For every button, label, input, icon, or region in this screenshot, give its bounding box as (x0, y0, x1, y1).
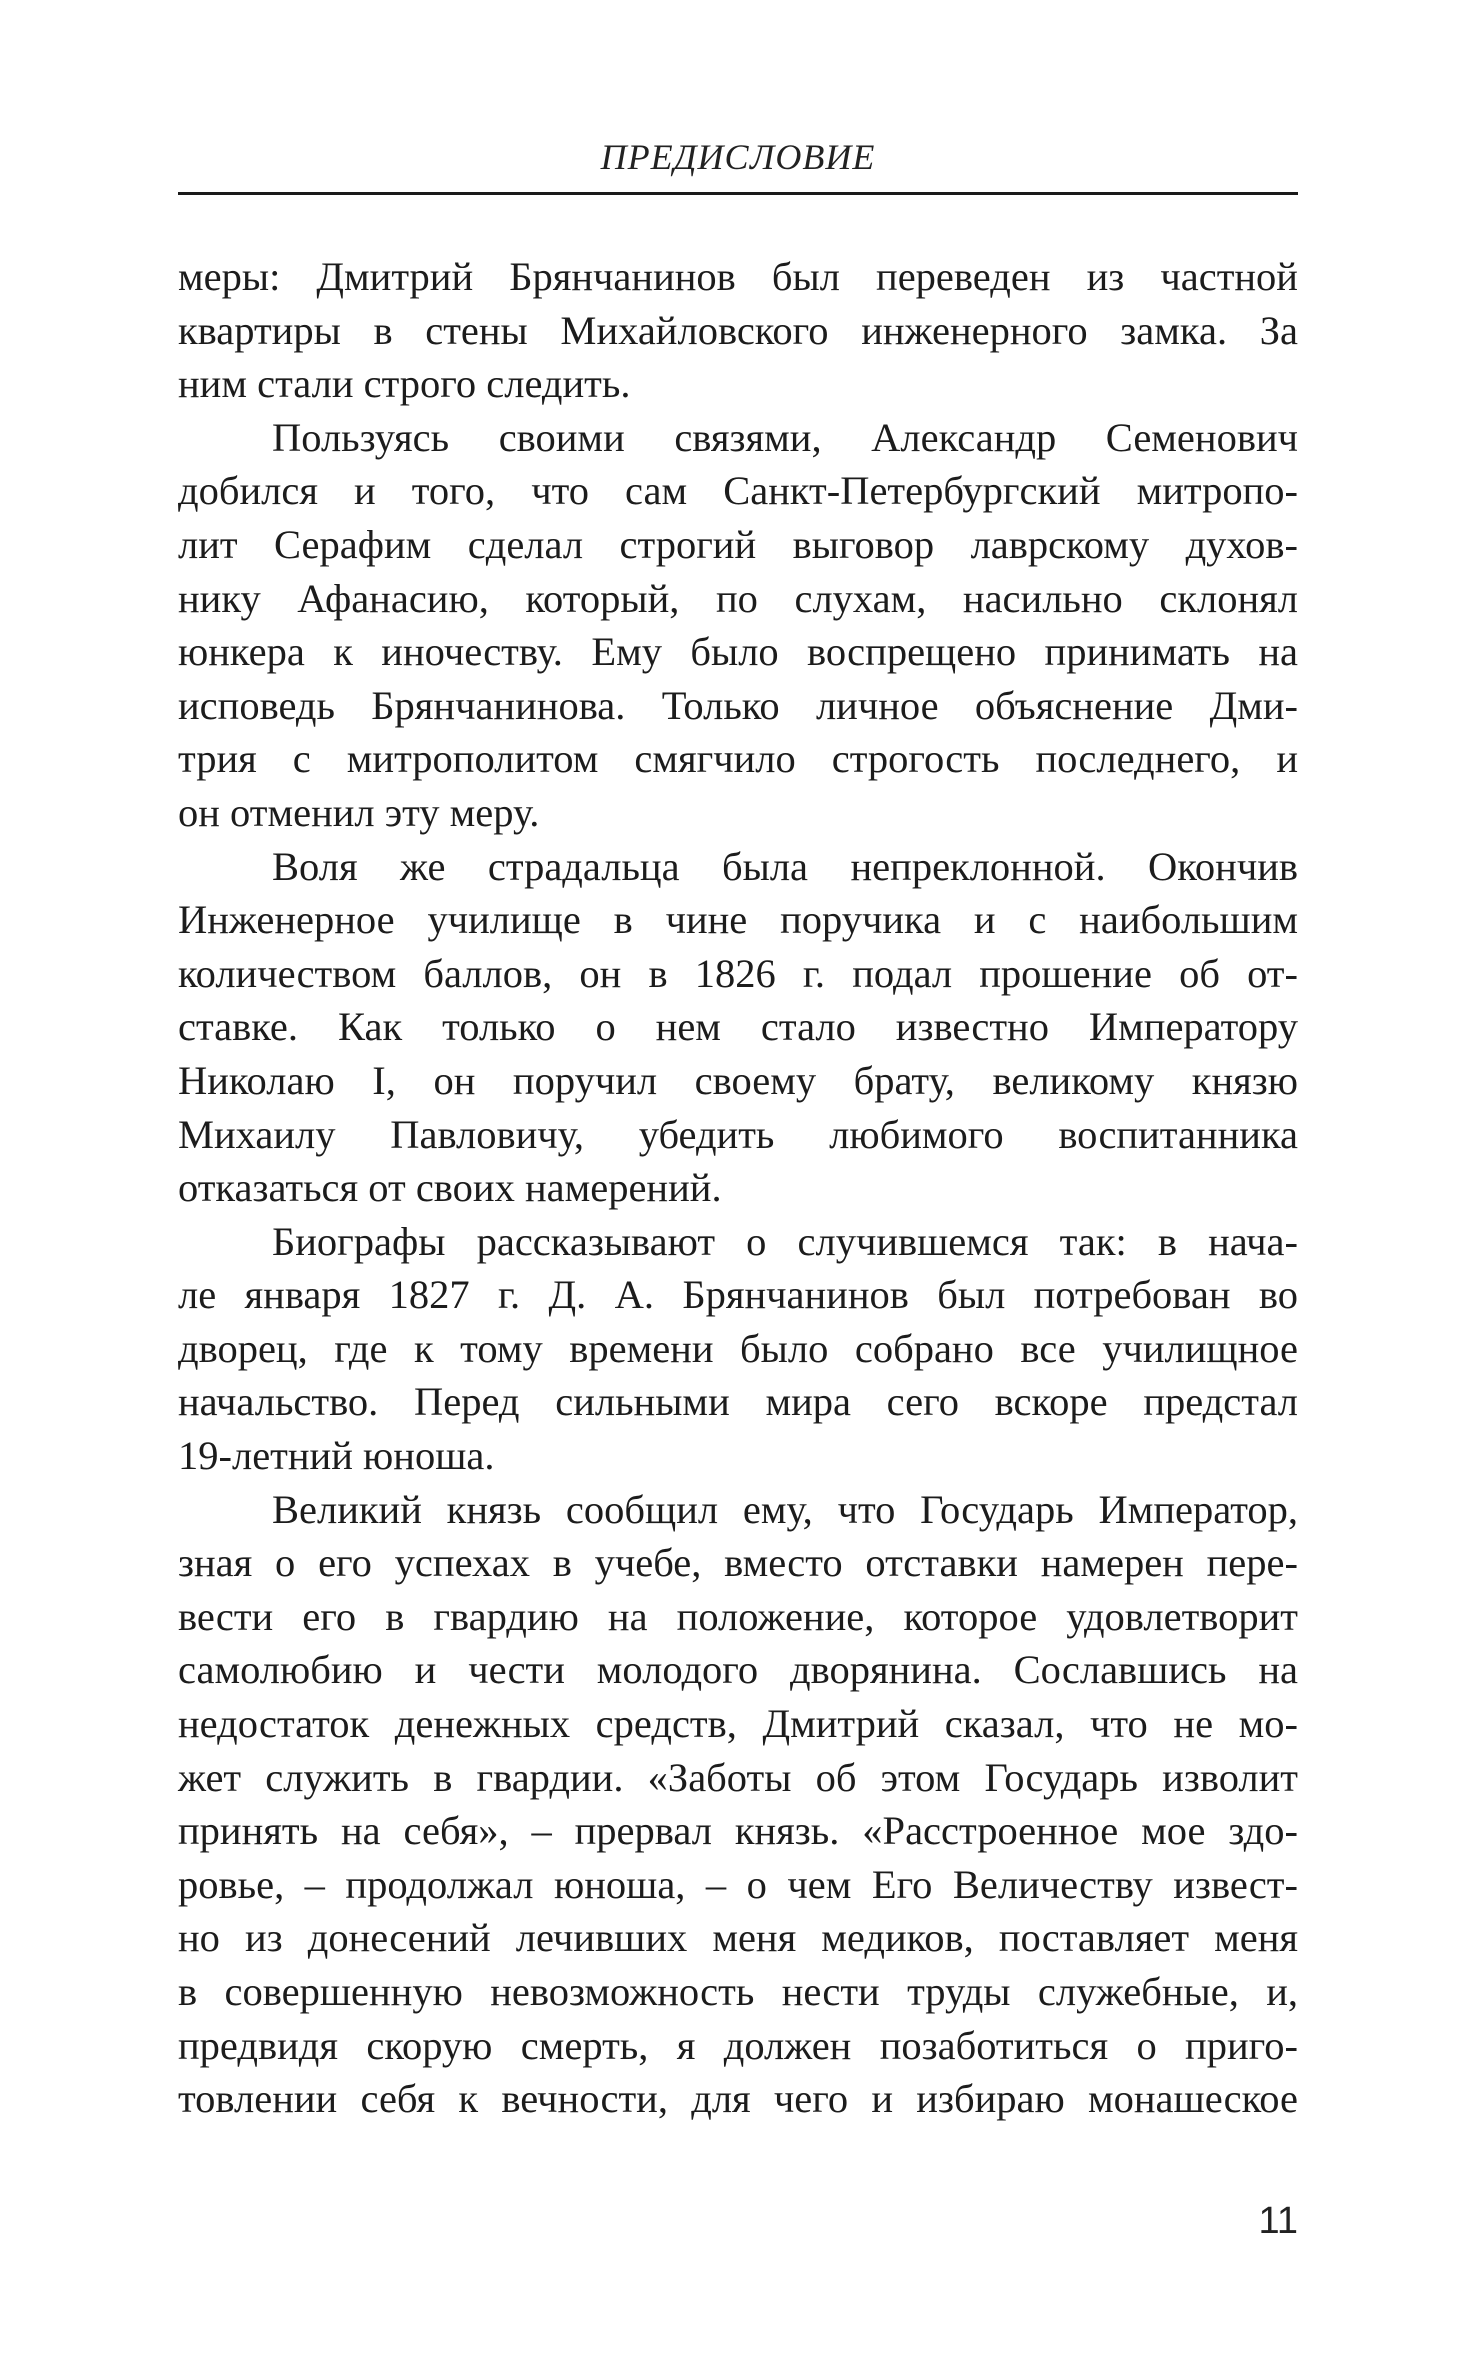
text-line: недостаток денежных средств, Дмитрий сказал, что не мо- (178, 1701, 1298, 1747)
text-line: добился и того, что сам Санкт-Петербургский митропо- (178, 468, 1298, 514)
text-line: но из донесений лечивших меня медиков, поставляет меня (178, 1915, 1298, 1961)
running-head: ПРЕДИСЛОВИЕ (600, 137, 876, 177)
text-line: отказаться от своих намерений. (178, 1165, 722, 1211)
text-line: ровье, – продолжал юноша, – о чем Его Величеству извест- (178, 1861, 1298, 1907)
text-line: предвидя скорую смерть, я должен позаботиться о приго- (178, 2022, 1298, 2068)
text-line: ним стали строго следить. (178, 361, 631, 407)
text-line: ставке. Как только о нем стало известно Императору (178, 1004, 1298, 1050)
text-line: Михаилу Павловичу, убедить любимого воспитанника (178, 1111, 1298, 1157)
text-line: дворец, где к тому времени было собрано все училищное (178, 1325, 1298, 1371)
text-line: трия с митрополитом смягчило строгость последнего, и (178, 736, 1298, 782)
text-line: Биографы рассказывают о случившемся так: в нача- (272, 1218, 1298, 1264)
text-line: количеством баллов, он в 1826 г. подал прошение об от- (178, 950, 1298, 996)
body-text (178, 250, 1298, 2126)
text-line: товлении себя к вечности, для чего и избираю монашеское (178, 2076, 1298, 2122)
text-line: нику Афанасию, который, по слухам, насильно склонял (178, 575, 1298, 621)
text-line: квартиры в стены Михайловского инженерного замка. За (178, 307, 1298, 353)
text-line: жет служить в гвардии. «Заботы об этом Государь изволит (178, 1754, 1298, 1800)
text-line: Воля же страдальца была непреклонной. Окончив (272, 843, 1298, 889)
text-line: ле января 1827 г. Д. А. Брянчанинов был потребован во (178, 1272, 1298, 1318)
text-line: он отменил эту меру. (178, 789, 540, 835)
text-line: Великий князь сообщил ему, что Государь Император, (272, 1486, 1298, 1532)
text-line: самолюбию и чести молодого дворянина. Сославшись на (178, 1647, 1298, 1693)
text-line: Инженерное училище в чине поручика и с наибольшим (178, 897, 1298, 943)
text-line: лит Серафим сделал строгий выговор лаврскому духов- (178, 521, 1298, 567)
text-line: исповедь Брянчанинова. Только личное объяснение Дми- (178, 682, 1298, 728)
text-line: в совершенную невозможность нести труды служебные, и, (178, 1969, 1298, 2014)
text-line: Николаю I, он поручил своему брату, великому князю (178, 1057, 1298, 1103)
text-line: юнкера к иночеству. Ему было воспрещено принимать на (178, 629, 1298, 675)
text-line: вести его в гвардию на положение, которое удовлетворит (178, 1593, 1298, 1639)
text-line: принять на себя», – прервал князь. «Расстроенное мое здо- (178, 1808, 1298, 1854)
text-line: Пользуясь своими связями, Александр Семенович (272, 414, 1298, 460)
text-line: меры: Дмитрий Брянчанинов был переведен из частной (178, 254, 1298, 299)
text-line: начальство. Перед сильными мира сего вскоре предстал (178, 1379, 1298, 1425)
text-line: 19-летний юноша. (178, 1433, 495, 1479)
text-line: зная о его успехах в учебе, вместо отставки намерен пере- (178, 1540, 1298, 1586)
header-rule (178, 192, 1298, 195)
page-number: 11 (1258, 2200, 1298, 2242)
